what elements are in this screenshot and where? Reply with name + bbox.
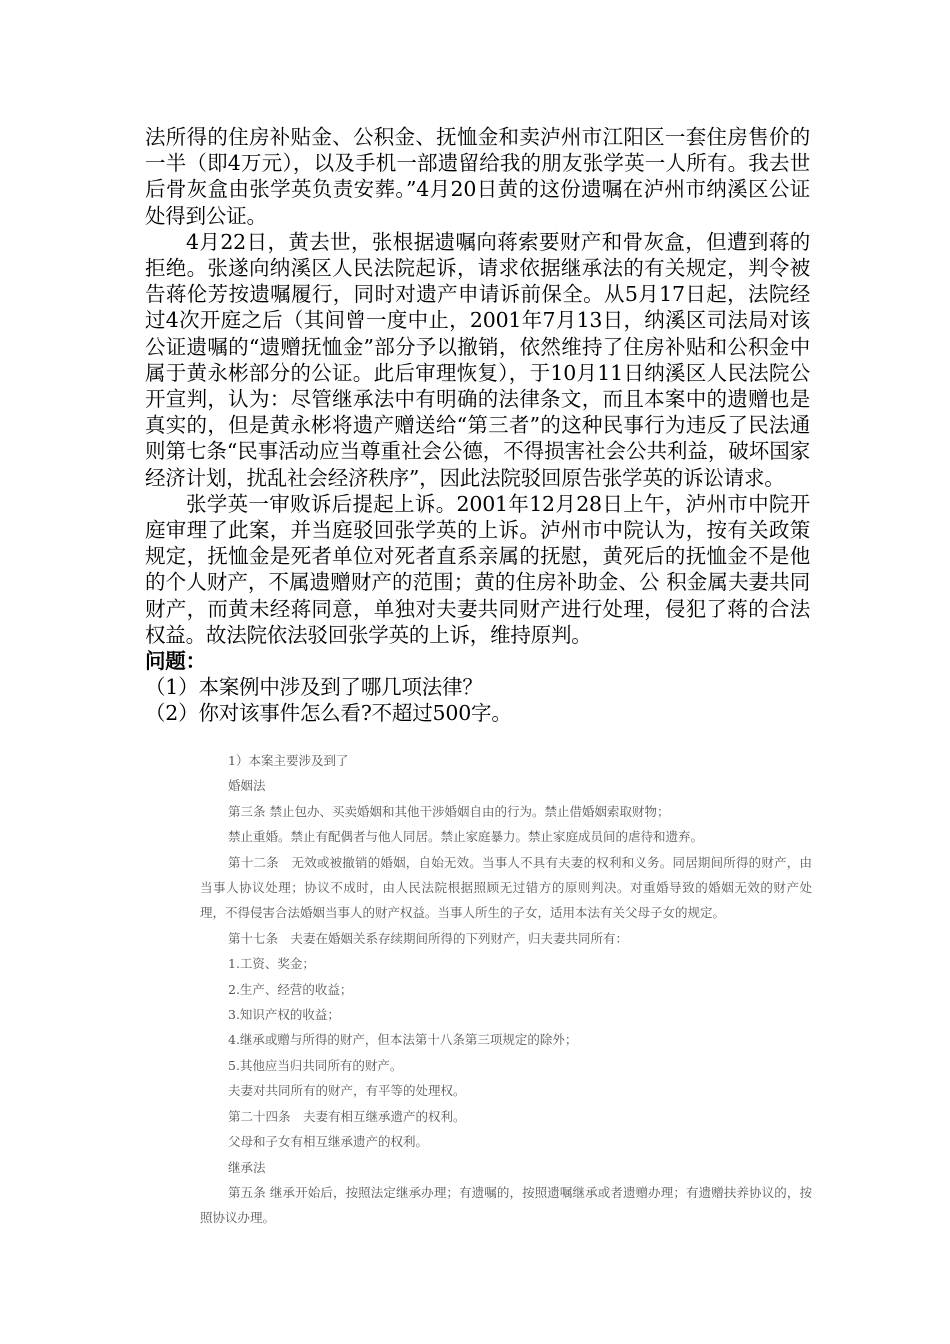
case-text <box>145 124 810 727</box>
article-17-item-3: 3.知识产权的收益； <box>228 1007 340 1023</box>
article-3-continued: 禁止重婚。禁止有配偶者与他人同居。禁止家庭暴力。禁止家庭成员间的虐待和遗弃。 <box>228 829 704 845</box>
article-12: 第十二条 无效或被撤销的婚姻，自始无效。当事人不具有夫妻的权利和义务。同居期间所得的财产，由当事人协议处理；协议不成时，由人民法院根据照顾无过错方的原则判决。对重婚导致的婚姻无效的财产处理，不得侵害合法婚姻当事人的财产权益。当事人所生的子女，适用本法有关父母子女的规定。 <box>200 854 812 921</box>
article-17-closing: 夫妻对共同所有的财产，有平等的处理权。 <box>228 1083 466 1099</box>
article-17-item-1: 1.工资、奖金； <box>228 956 315 972</box>
article-17-item-5: 5.其他应当归共同所有的财产。 <box>228 1057 403 1073</box>
case-paragraph-1: 法所得的住房补贴金、公积金、抚恤金和卖泸州市江阳区一套住房售价的一半（即4万元），以及手机一部遗留给我的朋友张学英一人所有。我去世后骨灰盒由张学英负责安葬。”4月20日黄的这份遗嘱在泸州市纳溪区公证处得到公证。 <box>145 125 810 228</box>
inheritance-article-5: 第五条 继承开始后，按照法定继承办理；有遗嘱的，按照遗嘱继承或者遗赠办理；有遗赠扶养协议的，按照协议办理。 <box>200 1184 812 1226</box>
article-24-continued: 父母和子女有相互继承遗产的权利。 <box>228 1134 429 1150</box>
case-paragraph-2: 4月22日，黄去世，张根据遗嘱向蒋索要财产和骨灰盒，但遭到蒋的拒绝。张遂向纳溪区人民法院起诉，请求依据继承法的有关规定，判令被告蒋伦芳按遗嘱履行，同时对遗产申请诉前保全。从5月17日起，法院经过4次开庭之后（其间曾一度中止，2001年7月13日，纳溪区司法局对该公证遗嘱的“遗赠抚恤金”部分予以撤销，依然维持了住房补贴和公积金中属于黄永彬部分的公证。此后审理恢复），于10月11日纳溪区人民法院公开宣判，认为：尽管继承法中有明确的法律条文，而且本案中的遗赠也是真实的，但是黄永彬将遗产赠送给“第三者”的这种民事行为违反了民法通则第七条“民事活动应当尊重社会公德，不得损害社会公共利益，破坏国家经济计划，扰乱社会经济秩序”，因此法院驳回原告张学英的诉讼请求。 <box>145 229 810 490</box>
law-heading-inheritance: 继承法 <box>228 1159 266 1175</box>
case-paragraph-3: 张学英一审败诉后提起上诉。2001年12月28日上午，泸州市中院开庭审理了此案，并当庭驳回张学英的上诉。泸州市中院认为，按有关政策规定，抚恤金是死者单位对死者直系亲属的抚慰，黄死后的抚恤金不是他的个人财产，不属遗赠财产的范围；黄的住房补助金、公 积金属夫妻共同财产，而黄未经蒋同意，单独对夫妻共同财产进行处理，侵犯了蒋的合法权益。故法院依法驳回张学英的上诉，维持原判。 <box>145 491 810 647</box>
article-17: 第十七条 夫妻在婚姻关系存续期间所得的下列财产，归夫妻共同所有： <box>228 930 629 946</box>
law-heading-marriage: 婚姻法 <box>228 778 266 794</box>
question-1: （1）本案例中涉及到了哪几项法律？ <box>145 675 483 700</box>
article-24: 第二十四条 夫妻有相互继承遗产的权利。 <box>228 1108 466 1124</box>
answer-section <box>200 748 812 1231</box>
article-3: 第三条 禁止包办、买卖婚姻和其他干涉婚姻自由的行为。禁止借婚姻索取财物； <box>228 803 670 819</box>
answer-intro: 1）本案主要涉及到了 <box>228 753 349 768</box>
article-17-item-2: 2.生产、经营的收益； <box>228 981 353 997</box>
questions-heading: 问题： <box>145 649 206 674</box>
article-17-item-4: 4.继承或赠与所得的财产，但本法第十八条第三项规定的除外； <box>228 1032 578 1048</box>
question-2: （2）你对该事件怎么看?不超过500字。 <box>145 701 512 726</box>
